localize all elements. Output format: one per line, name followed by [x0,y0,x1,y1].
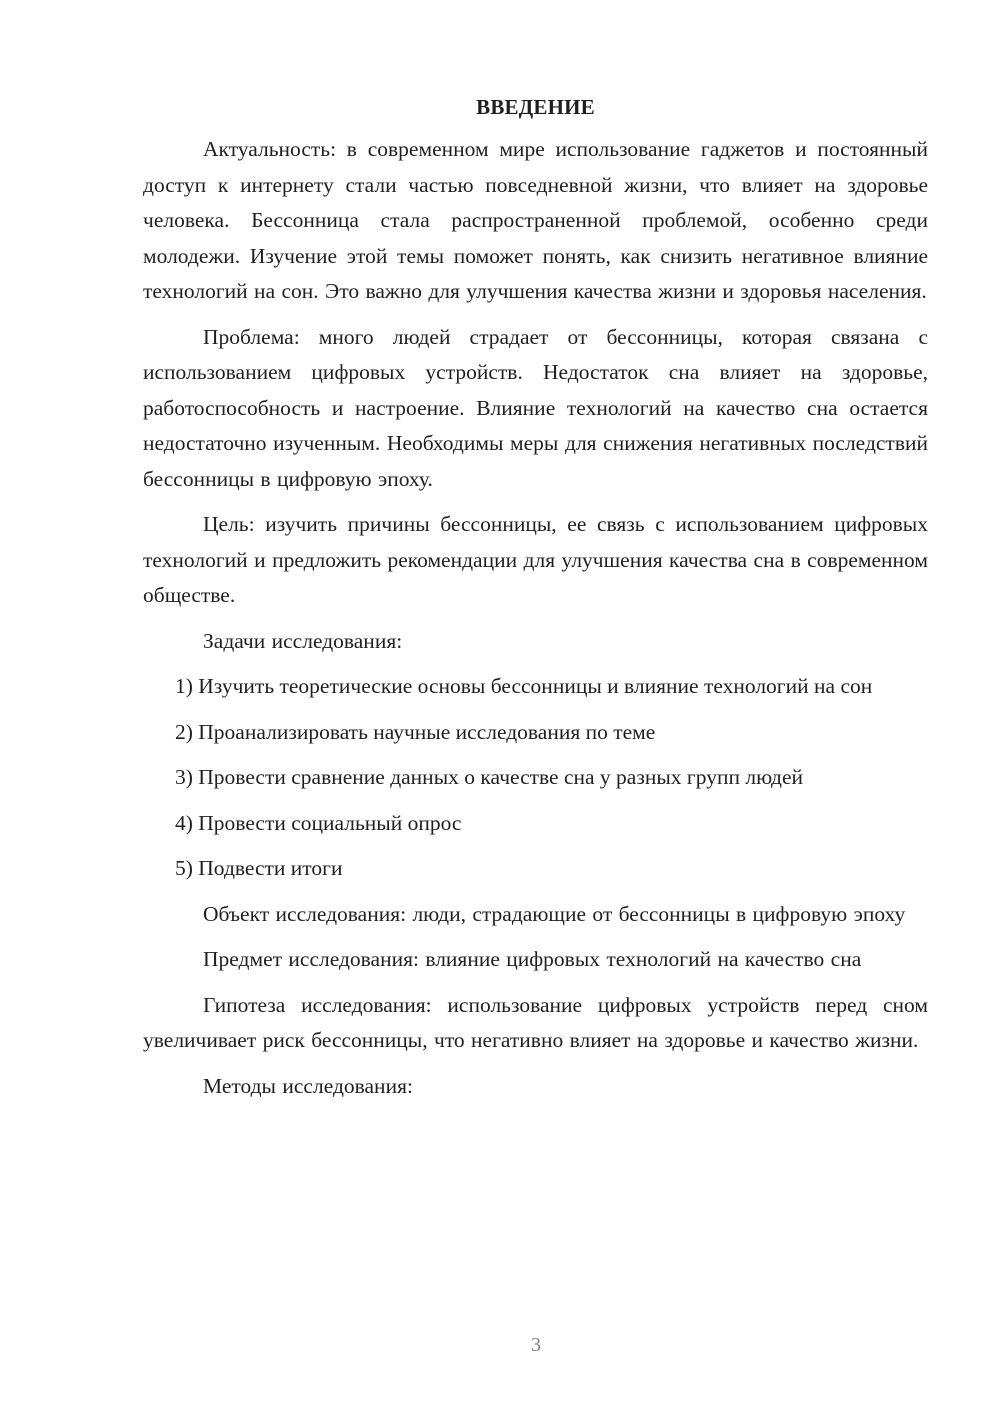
tasks-title: Задачи исследования: [203,628,403,653]
page-number: 3 [531,1334,541,1356]
task-item: 2) Проанализировать научные исследования по теме [175,719,656,744]
hypothesis-paragraph: Гипотеза исследования: использование цифровых устройств перед сном увеличивает риск бессонницы, что негативно влияет на здоровье и качество жизни. [143,992,928,1052]
methods-title: Методы исследования: [203,1073,413,1098]
object-paragraph: Объект исследования: люди, страдающие от бессонницы в цифровую эпоху [203,901,906,926]
relevance-paragraph: Актуальность: в современном мире использование гаджетов и постоянный доступ к интернету стали частью повседневной жизни, что влияет на здоровье человека. Бессонница стала распространенной проблемой, особенно среди молодежи. Изучение этой темы поможет понять, как снизить негативное влияние технологий на сон. Это важно для улучшения качества жизни и здоровья населения. [143,137,928,303]
goal-paragraph: Цель: изучить причины бессонницы, ее связь с использованием цифровых технологий и предложить рекомендации для улучшения качества сна в современном обществе. [143,512,928,607]
task-item: 3) Провести сравнение данных о качестве сна у разных групп людей [175,765,804,789]
task-item: 5) Подвести итоги [175,856,343,880]
task-item: 4) Провести социальный опрос [175,810,462,835]
task-item: 1) Изучить теоретические основы бессонницы и влияние технологий на сон [175,674,873,698]
problem-paragraph: Проблема: много людей страдает от бессонницы, которая связана с использованием цифровых устройств. Недостаток сна влияет на здоровье, работоспособность и настроение. Влияние технологий на качество сна остается недостаточно изученным. Необходимы меры для снижения негативных последствий бессонницы в цифровую эпоху. [143,324,928,491]
section-heading: ВВЕДЕНИЕ [476,95,595,119]
document-page [143,90,928,1114]
subject-paragraph: Предмет исследования: влияние цифровых технологий на качество сна [203,947,862,971]
